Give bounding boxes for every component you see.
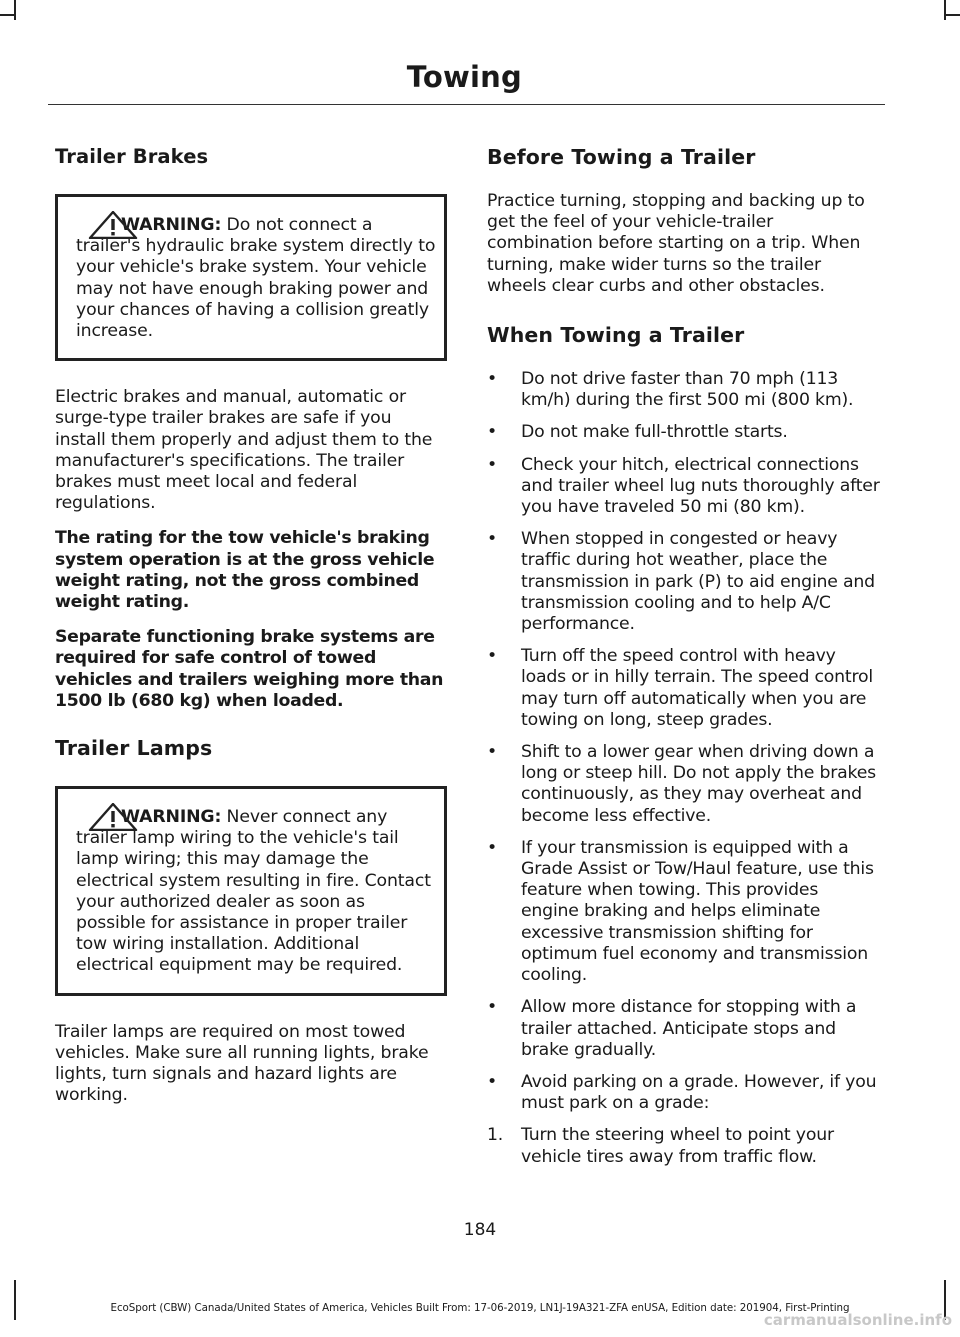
list-item-text: If your transmission is equipped with a Grade Assist or Tow/Haul feature, use this feature when towing. This provides engine braking and helps eliminate excessive transmission shifting for optimum fuel economy and transmission cooling. — [521, 837, 874, 986]
bullet-mark: • — [487, 742, 497, 763]
crop-mark-bottom-left — [14, 1280, 16, 1320]
warning-label: WARNING: — [121, 807, 222, 828]
bullet-mark: • — [487, 997, 497, 1018]
list-item — [487, 455, 880, 519]
warning-text — [76, 807, 436, 977]
warning-body: Never connect any trailer lamp wiring to the vehicle's tail lamp wiring; this may damage the electrical system resulting in fire. Contact your authorized dealer as soon as possible for assistance in proper trailer tow wiring installation. Additional electrical equipment may be required. — [76, 807, 431, 976]
paragraph-trailer-lamps: Trailer lamps are required on most towed vehicles. Make sure all running lights, brake lights, turn signals and hazard lights are working. — [55, 1021, 429, 1106]
list-item-text: Avoid parking on a grade. However, if you must park on a grade: — [521, 1071, 877, 1114]
towing-numbered-list — [487, 1125, 880, 1167]
towing-bullet-list — [487, 369, 880, 1114]
heading-trailer-brakes: Trailer Brakes — [55, 145, 209, 168]
bullet-mark: • — [487, 1071, 497, 1092]
list-item — [487, 422, 880, 443]
warning-label: WARNING: — [121, 215, 222, 235]
warning-box-trailer-lamps — [55, 786, 447, 996]
list-item — [487, 529, 880, 635]
watermark: carmanualsonline.info — [763, 1311, 952, 1329]
list-item — [487, 742, 880, 827]
bullet-mark: • — [487, 369, 497, 390]
crop-mark-top-right-h — [944, 14, 960, 16]
list-item-text: Do not drive faster than 70 mph (113 km/h) during the first 500 mi (800 km). — [521, 369, 854, 411]
right-column — [487, 145, 880, 1179]
list-item — [487, 838, 880, 986]
crop-mark-top-right — [944, 0, 946, 20]
heading-before-towing: Before Towing a Trailer — [487, 145, 756, 169]
warning-box-trailer-brakes — [55, 194, 447, 361]
list-item — [487, 1125, 880, 1167]
list-item — [487, 646, 880, 731]
footer-edition-text: EcoSport (CBW) Canada/United States of America, Vehicles Built From: 17-06-2019, LN1J-19A321-ZFA enUSA, Edition date: 201904, First-Printing — [110, 1302, 850, 1314]
crop-mark-top-left-h — [0, 14, 16, 16]
warning-triangle-icon — [88, 803, 138, 831]
list-item-text: Do not make full-throttle starts. — [521, 422, 788, 443]
heading-trailer-lamps: Trailer Lamps — [55, 736, 213, 761]
list-item — [487, 369, 880, 411]
bullet-mark: • — [487, 422, 497, 443]
warning-body: Do not connect a trailer's hydraulic brake system directly to your vehicle's brake system. Your vehicle may not have enough braking power and your chances of having a collision greatly increase. — [76, 215, 436, 342]
bullet-mark: • — [487, 529, 497, 550]
paragraph-braking-rating: The rating for the tow vehicle's braking system operation is at the gross vehicle weight rating, not the gross combined weight rating. — [55, 528, 435, 613]
number-mark: 1. — [487, 1125, 504, 1146]
warning-triangle-icon — [88, 211, 138, 239]
list-item — [487, 1072, 880, 1114]
bullet-mark: • — [487, 837, 497, 858]
bullet-mark: • — [487, 454, 497, 475]
paragraph-electric-brakes: Electric brakes and manual, automatic or surge-type trailer brakes are safe if you install them properly and adjust them to the manufacturer's specifications. The trailer brakes must meet local and federal regulations. — [55, 387, 433, 514]
page-number: 184 — [463, 1220, 497, 1240]
crop-mark-top-left — [14, 0, 16, 20]
list-item-text: Allow more distance for stopping with a trailer attached. Anticipate stops and brake gradually. — [521, 997, 857, 1060]
paragraph-separate-brakes: Separate functioning brake systems are required for safe control of towed vehicles and trailers weighing more than 1500 lb (680 kg) when loaded. — [55, 627, 444, 711]
page-header-title: Towing — [406, 60, 522, 94]
list-item — [487, 997, 880, 1061]
bullet-mark: • — [487, 646, 497, 667]
header-divider — [48, 104, 885, 105]
paragraph-practice: Practice turning, stopping and backing up to get the feel of your vehicle-trailer combination before starting on a trip. When turning, make wider turns so the trailer wheels clear curbs and other obstacles. — [487, 191, 865, 296]
list-item-text: Check your hitch, electrical connections and trailer wheel lug nuts thoroughly after you have traveled 50 mi (80 km). — [521, 454, 880, 518]
list-item-text: Turn off the speed control with heavy loads or in hilly terrain. The speed control may turn off automatically when you are towing on long, steep grades. — [521, 646, 874, 730]
list-item-text: Turn the steering wheel to point your vehicle tires away from traffic flow. — [521, 1125, 834, 1167]
heading-when-towing: When Towing a Trailer — [487, 323, 745, 348]
list-item-text: Shift to a lower gear when driving down a long or steep hill. Do not apply the brakes continuously, as they may overheat and become less effective. — [521, 742, 876, 826]
list-item-text: When stopped in congested or heavy traffic during hot weather, place the transmission in park (P) to aid engine and transmission cooling and to help A/C performance. — [521, 529, 875, 635]
left-column — [55, 145, 447, 1121]
